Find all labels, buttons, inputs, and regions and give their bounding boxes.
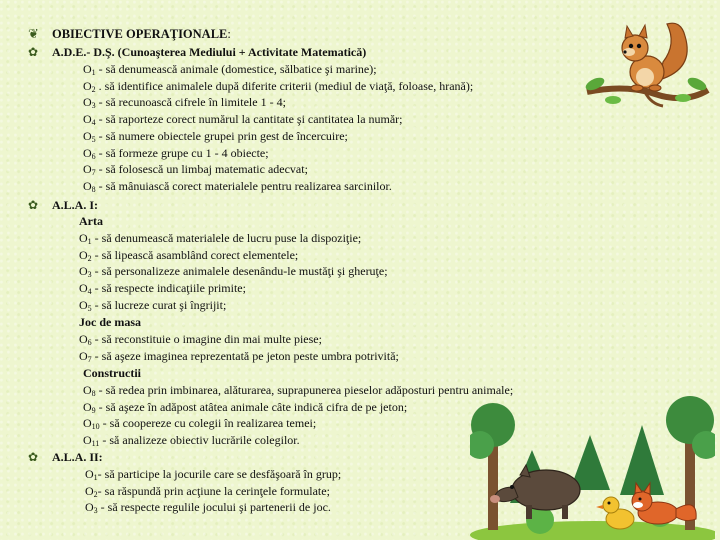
objective-text: - să denumească materialele de lucru puse la dispoziţie; <box>91 231 362 245</box>
objective-code-index: 4 <box>91 118 96 128</box>
subsection-title: Joc de masa <box>79 315 141 329</box>
subsection-title: Constructii <box>83 366 141 380</box>
objective-code-index: 7 <box>87 354 92 364</box>
objective-text: - să lipească asamblând corect elementele; <box>91 247 299 262</box>
objective-code: O <box>83 78 92 93</box>
objective-code: O <box>83 112 92 127</box>
objective-code: O <box>79 264 88 279</box>
objective-text: - să reconstituie o imagine din mai multe piese; <box>91 332 322 346</box>
objective-text: - să respecte indicaţiile primite; <box>91 281 246 296</box>
subsection-title: Arta <box>79 214 103 228</box>
objective-text: - să participe la jocurile care se desfăşoară în grup; <box>97 467 342 481</box>
objective-code-index: 4 <box>87 287 92 297</box>
objective-code: O <box>79 247 88 262</box>
objective-code-index: 2 <box>91 84 96 94</box>
page-title-text: OBIECTIVE OPERAŢIONALE <box>52 27 228 41</box>
objective-code-index: 1 <box>93 473 98 482</box>
objective-code-index: 11 <box>91 439 100 449</box>
objective-code: O <box>79 297 88 312</box>
objective-code: O <box>85 500 94 515</box>
objective-code: O <box>79 348 88 363</box>
bullet-icon: ✿ <box>28 45 39 59</box>
objective-code: O <box>79 332 88 346</box>
objective-code: O <box>83 433 92 448</box>
section-title: A.L.A. II: <box>52 450 103 464</box>
bullet-icon: ✿ <box>28 198 39 212</box>
butterfly-bullet-icon: ❦ <box>28 26 39 41</box>
objective-text: - să lucreze curat şi îngrijit; <box>91 297 227 312</box>
objective-code: O <box>83 162 92 177</box>
page-title <box>52 26 231 43</box>
forest-animals-illustration <box>470 395 715 540</box>
objective-text: - să numere obiectele grupei prin gest de încercuire; <box>95 128 348 143</box>
objective-code-index: 9 <box>91 405 96 415</box>
objective-code-index: 6 <box>87 338 92 347</box>
squirrel-on-branch-illustration <box>585 14 710 109</box>
objective-code: O <box>85 483 94 498</box>
objective-text: - să respecte regulile jocului şi partenerii de joc. <box>97 500 331 515</box>
objective-text: - sa răspundă prin acţiune la cerinţele formulate; <box>97 483 330 498</box>
objective-code-index: 1 <box>87 237 92 246</box>
objective-text: - să raporteze corect numărul la cantitate şi cantitatea la număr; <box>95 112 403 127</box>
objective-text: - să redea prin imbinarea, alăturarea, suprapunerea pieselor adăposturi pentru animale; <box>95 383 514 397</box>
objective-code-index: 1 <box>91 68 96 77</box>
objective-code-index: 7 <box>91 168 96 178</box>
objective-code-index: 3 <box>87 270 92 280</box>
objective-code: O <box>83 62 92 76</box>
objective-code-index: 2 <box>93 489 98 499</box>
objective-code-index: 5 <box>87 303 92 313</box>
objective-code: O <box>83 128 92 143</box>
objective-code: O <box>83 145 92 160</box>
objective-code: O <box>83 399 92 414</box>
objective-text: - să recunoască cifrele în limitele 1 - 4; <box>95 95 286 110</box>
objective-text: - să analizeze obiectiv lucrările colegilor. <box>99 433 300 448</box>
section-title: A.L.A. I: <box>52 198 99 212</box>
bullet-icon: ✿ <box>28 450 39 464</box>
objective-text: - să aşeze imaginea reprezentată pe jeton peste umbra potrivită; <box>91 348 399 363</box>
objective-text: - să coopereze cu colegii în realizarea temei; <box>99 416 317 431</box>
objective-item <box>85 499 331 520</box>
objective-item <box>83 178 392 199</box>
objective-text: - să personalizeze animalele desenându-le mustăţi şi gheruţe; <box>91 264 388 279</box>
objective-text: - să mânuiască corect materialele pentru realizarea sarcinilor. <box>95 178 392 193</box>
page-title-suffix: : <box>227 27 231 41</box>
objective-code: O <box>79 231 88 245</box>
objective-code-index: 5 <box>91 134 96 144</box>
objective-code-index: 2 <box>87 253 92 263</box>
objective-text: - să folosescă un limbaj matematic adecvat; <box>95 162 308 177</box>
section-title: A.D.E.- D.Ş. (Cunoaşterea Mediului + Activitate Matematică) <box>52 45 367 59</box>
objective-item <box>83 432 300 453</box>
objective-text: . să identifice animalele după diferite criterii (mediul de viaţă, foloase, hrană); <box>95 78 474 93</box>
objective-text: - să denumească animale (domestice, sălbatice şi marine); <box>95 62 377 76</box>
objective-code: O <box>83 416 92 431</box>
objective-text: - să formeze grupe cu 1 - 4 obiecte; <box>95 145 269 160</box>
objective-code: O <box>83 178 92 193</box>
objective-code-index: 8 <box>91 389 96 398</box>
objective-code-index: 10 <box>91 422 100 432</box>
objective-code: O <box>83 95 92 110</box>
objective-code: O <box>79 281 88 296</box>
objective-code: O <box>85 467 94 481</box>
objective-code-index: 8 <box>91 184 96 194</box>
objective-text: - să aşeze în adăpost atâtea animale câte indică cifra de pe jeton; <box>95 399 408 414</box>
objective-code-index: 3 <box>91 101 96 111</box>
objective-code-index: 3 <box>93 506 98 516</box>
objective-code: O <box>83 383 92 397</box>
objective-code-index: 6 <box>91 151 96 161</box>
